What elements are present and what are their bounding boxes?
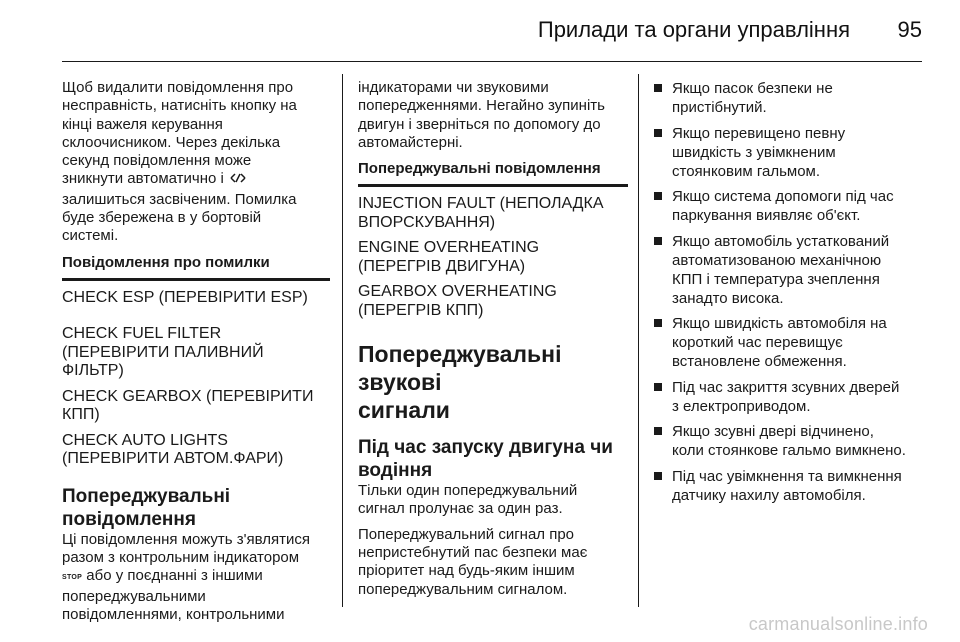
bullet-square-icon: [654, 427, 662, 435]
header-divider: [62, 61, 922, 62]
list-item: [650, 187, 926, 225]
list-item-text: Під час закриття зсувних дверей з електроприводом.: [672, 378, 900, 415]
chime-paragraph-2: Попереджувальний сигнал про непристебнутий пас безпеки має пріоритет над будь-яким іншим попереджувальним сигналом.: [358, 525, 588, 598]
list-item: [650, 378, 926, 416]
warning-messages-heading: Попереджувальні повідомлення: [358, 160, 628, 187]
list-item-text: Якщо система допомоги під час паркування виявляє об'єкт.: [672, 188, 894, 224]
bullet-square-icon: [654, 237, 662, 245]
column-3: [650, 79, 926, 511]
column-1: [62, 79, 330, 624]
warning-message-item: INJECTION FAULT (НЕПОЛАДКА ВПОРСКУВАННЯ): [358, 195, 604, 231]
bullet-square-icon: [654, 129, 662, 137]
error-message-item: CHECK AUTO LIGHTS (ПЕРЕВІРИТИ АВТОМ.ФАРИ): [62, 431, 284, 468]
list-item-text: Якщо автомобіль устаткований автоматизованою механічною КПП і температура зчеплення занадто висока.: [672, 232, 890, 307]
error-messages-heading: Повідомлення про помилки: [62, 254, 330, 281]
list-item: [650, 422, 926, 460]
chime-paragraph-1: Тільки один попереджувальний сигнал пролунає за один раз.: [358, 482, 578, 518]
chime-conditions-list: [650, 79, 926, 505]
intro-paragraph: [62, 79, 330, 246]
list-item-text: Якщо пасок безпеки не пристібнутий.: [672, 80, 833, 116]
page-title: Прилади та органи управління: [537, 17, 850, 42]
warning-messages-section-heading: Попереджувальні повідомлення: [62, 485, 231, 530]
list-item: [650, 467, 926, 505]
error-message-item: CHECK ESP (ПЕРЕВІРИТИ ESP): [62, 288, 308, 306]
warning-message-item: ENGINE OVERHEATING (ПЕРЕГРІВ ДВИГУНА): [358, 239, 540, 275]
warning-message-item: GEARBOX OVERHEATING (ПЕРЕГРІВ КПП): [358, 283, 557, 319]
list-item-text: Якщо зсувні двері відчинено, коли стоянкове гальмо вимкнено.: [672, 423, 906, 459]
list-item: [650, 124, 926, 181]
list-item-text: Якщо перевищено певну швидкість з увімкненим стоянковим гальмом.: [672, 124, 846, 180]
intro-text-rest: залишиться засвіченим. Помилка буде збережена в у бортовій системі.: [62, 190, 297, 245]
watermark: carmanualsonline.info: [748, 614, 928, 634]
bullet-square-icon: [654, 319, 662, 327]
column-2: [358, 79, 628, 599]
engine-start-heading: Під час запуску двигуна чи водіння: [358, 437, 613, 482]
warning-messages-paragraph: [62, 531, 330, 624]
bullet-square-icon: [654, 84, 662, 92]
warning-text-b: або у поєднанні з іншими: [82, 567, 263, 585]
warning-text-a: Ці повідомлення можуть з'являтися разом з контрольним індикатором: [62, 530, 310, 566]
warning-chimes-heading: Попереджувальні звукові сигнали: [358, 341, 562, 424]
list-item: [650, 79, 926, 117]
page-header: [0, 0, 960, 62]
continued-paragraph: індикаторами чи звуковими попередженнями. Негайно зупиніть двигун і зверніться по допомогу до автомайстерні.: [358, 79, 605, 151]
stop-indicator-icon: STOP: [62, 574, 83, 582]
bullet-square-icon: [654, 472, 662, 480]
list-item: [650, 314, 926, 371]
list-item-text: Якщо швидкість автомобіля на короткий час перевищує встановлене обмеження.: [672, 315, 887, 370]
column-divider-2: [638, 74, 639, 607]
list-item: [650, 232, 926, 308]
column-divider-1: [342, 74, 343, 607]
intro-text: Щоб видалити повідомлення про несправність, натисніть кнопку на кінці важеля керування склоочисником. Через декілька секунд повідомлення може зникнути автоматично і: [62, 79, 297, 188]
bullet-square-icon: [654, 192, 662, 200]
error-message-item: CHECK FUEL FILTER (ПЕРЕВІРИТИ ПАЛИВНИЙ ФІЛЬТР): [62, 325, 264, 380]
error-message-item: CHECK GEARBOX (ПЕРЕВІРИТИ КПП): [62, 387, 314, 424]
service-wrench-icon: [228, 171, 248, 190]
bullet-square-icon: [654, 383, 662, 391]
list-item-text: Під час увімкнення та вимкнення датчику нахилу автомобіля.: [672, 467, 902, 504]
warning-text-c: попереджувальними повідомленнями, контрольними: [62, 587, 285, 623]
page-number: 95: [897, 17, 922, 42]
